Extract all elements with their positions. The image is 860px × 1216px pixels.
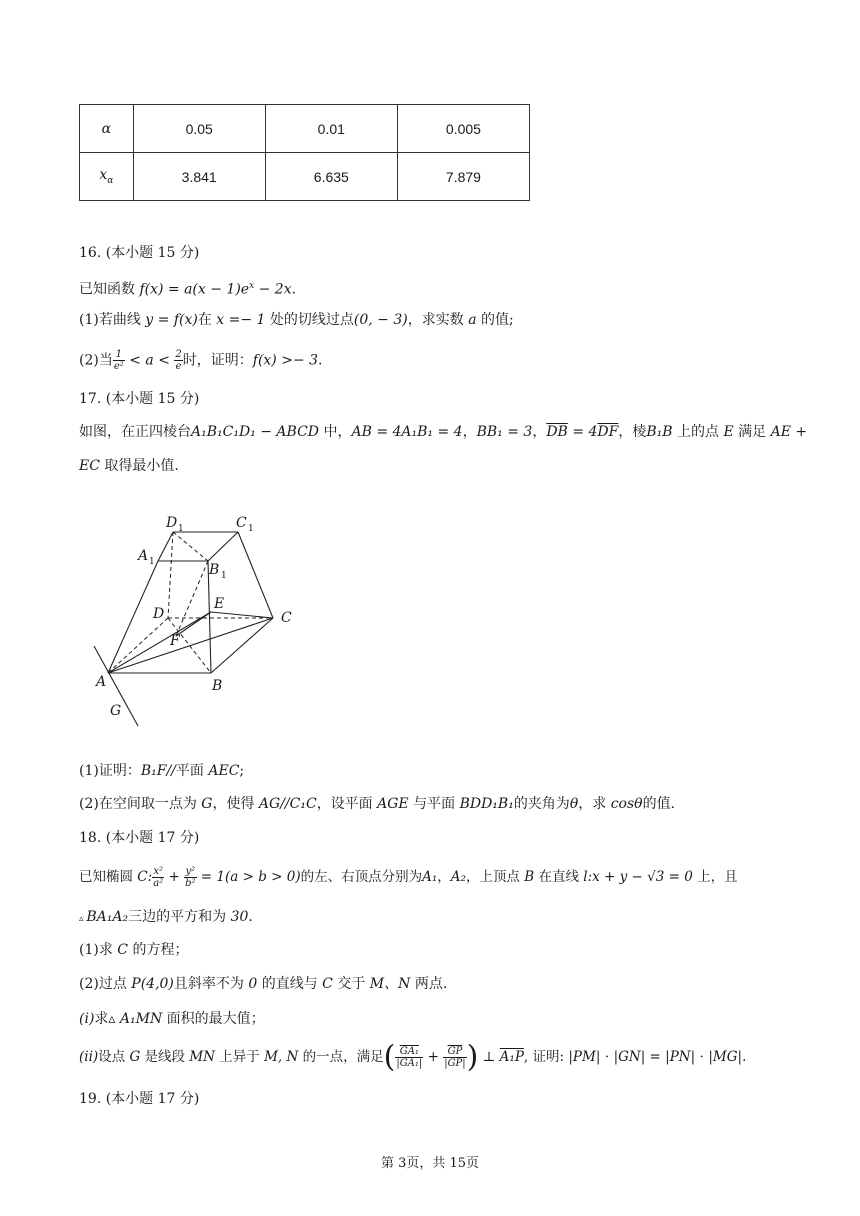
fraction bbox=[443, 1046, 466, 1069]
formula: BA₁A₂ bbox=[86, 909, 129, 925]
denominator: e bbox=[175, 361, 182, 372]
text: 如图，在正四棱台 bbox=[79, 424, 191, 440]
text: , 证明: bbox=[523, 1049, 569, 1065]
formula: AGE bbox=[377, 796, 409, 812]
formula: M、N bbox=[369, 976, 411, 992]
text: 且斜率不为 bbox=[173, 976, 249, 992]
text: 中， bbox=[319, 424, 352, 440]
text: 的一点，满足 bbox=[298, 1049, 384, 1065]
text: 处的切线过点 bbox=[265, 312, 354, 328]
text: 在 bbox=[197, 312, 217, 328]
text: (2)当 bbox=[79, 352, 113, 369]
label-A1: A bbox=[138, 548, 149, 564]
text: ，使得 bbox=[212, 796, 259, 812]
table-cell: 6.635 bbox=[265, 153, 397, 201]
label-F: F bbox=[170, 633, 180, 649]
formula: C bbox=[322, 976, 333, 992]
q17-title: 17. (本小题 15 分) bbox=[79, 391, 200, 407]
text: 三边的平方和为 bbox=[128, 909, 231, 925]
formula: 30 bbox=[230, 909, 249, 925]
formula: AEC bbox=[208, 763, 240, 779]
text: 满足 bbox=[733, 424, 771, 440]
q17-part1 bbox=[79, 761, 244, 781]
formula: 0 bbox=[248, 976, 258, 992]
formula: G bbox=[129, 1049, 141, 1065]
formula: f(x) >− 3 bbox=[252, 352, 319, 369]
formula: E bbox=[723, 424, 734, 440]
formula: − 2x. bbox=[254, 281, 297, 298]
table-cell: 3.841 bbox=[133, 153, 265, 201]
label-D1: D bbox=[166, 515, 178, 531]
formula: G bbox=[201, 796, 213, 812]
text: . bbox=[742, 1049, 747, 1065]
text: 的左、右顶点分别为 bbox=[300, 869, 423, 885]
formula: MN bbox=[189, 1049, 215, 1065]
text: (2)在空间取一点为 bbox=[79, 796, 202, 812]
edge-C1B1 bbox=[208, 532, 238, 561]
formula: AE + bbox=[770, 424, 808, 440]
formula: M, N bbox=[264, 1049, 299, 1065]
diag-D1B1 bbox=[173, 532, 208, 561]
text: 已知函数 bbox=[79, 281, 140, 298]
label-subscript: 1 bbox=[149, 557, 155, 567]
text: ， bbox=[462, 424, 477, 440]
label-B1: B bbox=[209, 562, 220, 578]
q18-sub2 bbox=[79, 1039, 747, 1075]
denominator: e² bbox=[113, 361, 124, 372]
formula: θ bbox=[569, 796, 579, 812]
text: 是线段 bbox=[140, 1049, 190, 1065]
q16-part2 bbox=[79, 349, 323, 372]
vector: A₁P bbox=[499, 1049, 524, 1065]
table-cell: 0.01 bbox=[265, 105, 397, 153]
text: (1)证明： bbox=[79, 763, 141, 779]
formula: B₁B bbox=[646, 424, 673, 440]
formula: x =− 1 bbox=[216, 312, 266, 328]
label-E: E bbox=[214, 596, 225, 612]
table-cell: 0.05 bbox=[133, 105, 265, 153]
edge-DA bbox=[108, 618, 168, 673]
q18-part2 bbox=[79, 974, 447, 994]
text: (1)若曲线 bbox=[79, 312, 146, 328]
paren: ( bbox=[383, 1039, 396, 1075]
fraction bbox=[174, 349, 182, 372]
edge-D1A1 bbox=[158, 532, 173, 561]
denominator: a² bbox=[153, 878, 164, 889]
q16-part1 bbox=[79, 310, 514, 330]
critical-value-table bbox=[79, 104, 530, 201]
edge-A1A bbox=[108, 561, 158, 673]
text: 的值. bbox=[642, 796, 676, 812]
formula: = 1(a > b > 0) bbox=[196, 869, 301, 885]
denominator: |GA₁| bbox=[396, 1058, 423, 1069]
text: 在直线 bbox=[534, 869, 584, 885]
text: ，上顶点 bbox=[465, 869, 525, 885]
formula: AB = 4A₁B₁ = 4 bbox=[351, 424, 463, 440]
vector: $\overline{DB}$ bbox=[546, 424, 568, 440]
formula: (0, − 3) bbox=[353, 312, 408, 328]
formula: B bbox=[524, 869, 535, 885]
table-cell: α bbox=[80, 105, 134, 153]
segment-EC bbox=[211, 612, 273, 618]
formula: + bbox=[164, 869, 185, 885]
cell-text: x bbox=[99, 167, 108, 184]
text: 求▵ bbox=[94, 1011, 120, 1027]
frustum-figure bbox=[88, 508, 308, 738]
text: 上异于 bbox=[215, 1049, 265, 1065]
denominator: b² bbox=[185, 878, 196, 889]
formula: y = f(x) bbox=[145, 312, 198, 328]
text: 面积的最大值； bbox=[162, 1011, 265, 1027]
edge-C1C bbox=[238, 532, 273, 618]
text: 平面 bbox=[175, 763, 209, 779]
numerator: $\overline{GP}$ bbox=[443, 1046, 466, 1058]
formula: BDD₁B₁ bbox=[459, 796, 514, 812]
label-subscript: 1 bbox=[248, 524, 254, 534]
text: . bbox=[248, 909, 253, 925]
formula: A₁ bbox=[422, 869, 438, 885]
numerator: 1 bbox=[113, 349, 125, 361]
vector: $\overline{DF}$ bbox=[597, 424, 619, 440]
text: 交于 bbox=[332, 976, 370, 992]
formula: cosθ bbox=[610, 796, 643, 812]
text: 上，且 bbox=[692, 869, 738, 885]
text: ， bbox=[437, 869, 451, 885]
label-C: C bbox=[281, 610, 292, 626]
formula: P(4,0) bbox=[131, 976, 174, 992]
text: ， bbox=[532, 424, 547, 440]
segment-EF bbox=[176, 612, 211, 636]
text: 两点. bbox=[410, 976, 448, 992]
table-cell bbox=[80, 153, 134, 201]
q18-part1 bbox=[79, 940, 188, 960]
text: 上的点 bbox=[672, 424, 724, 440]
q18-stem-line2 bbox=[79, 907, 253, 929]
text: 的方程； bbox=[128, 942, 189, 958]
formula: A₂ bbox=[450, 869, 466, 885]
q18-sub1 bbox=[79, 1009, 265, 1029]
numerator: GA₁ bbox=[395, 1046, 423, 1058]
paren: ) bbox=[466, 1039, 479, 1075]
q17-stem-line2 bbox=[79, 456, 179, 476]
numerator: y² bbox=[185, 866, 196, 877]
fraction bbox=[184, 866, 196, 889]
formula: |PM| ⋅ |GN| = |PN| ⋅ |MG| bbox=[568, 1049, 743, 1065]
q18-stem-line1 bbox=[79, 866, 738, 889]
edge-D1D bbox=[168, 532, 173, 618]
text: 的直线与 bbox=[257, 976, 323, 992]
formula: B₁F// bbox=[140, 763, 176, 779]
formula: A₁B₁C₁D₁ − ABCD bbox=[191, 424, 320, 440]
numerator: 2 bbox=[175, 349, 182, 360]
q16-title: 16. (本小题 15 分) bbox=[79, 245, 200, 261]
formula: ⊥ bbox=[478, 1049, 500, 1065]
label-B: B bbox=[212, 678, 223, 694]
edge-BC bbox=[211, 618, 273, 673]
formula: f(x) = a(x − 1)e bbox=[139, 281, 250, 298]
q16-stem bbox=[79, 276, 296, 300]
text: 设点 bbox=[98, 1049, 130, 1065]
text: 的值; bbox=[476, 312, 514, 328]
formula: + bbox=[423, 1049, 444, 1065]
fraction bbox=[152, 866, 164, 889]
cell-subscript: α bbox=[107, 175, 114, 186]
formula: AG//C₁C bbox=[258, 796, 317, 812]
q17-stem-line1 bbox=[79, 422, 807, 442]
label-D: D bbox=[153, 606, 165, 622]
label-A: A bbox=[96, 674, 107, 690]
text: (1)求 bbox=[79, 942, 118, 958]
fraction bbox=[113, 349, 125, 372]
text: (2)过点 bbox=[79, 976, 132, 992]
text: 的夹角为 bbox=[513, 796, 570, 812]
formula: A₁MN bbox=[119, 1011, 163, 1027]
label-subscript: 1 bbox=[178, 524, 184, 534]
text: . bbox=[318, 352, 323, 369]
text: ，求实数 bbox=[407, 312, 469, 328]
formula: < a < bbox=[124, 352, 175, 369]
text: 已知椭圆 bbox=[79, 869, 138, 885]
text: ，棱 bbox=[618, 424, 647, 440]
text: 与平面 bbox=[408, 796, 460, 812]
table-row bbox=[80, 153, 530, 201]
text: 取得最小值. bbox=[99, 458, 179, 474]
q18-title: 18. (本小题 17 分) bbox=[79, 830, 200, 846]
formula: l:x + y − √3 = 0 bbox=[583, 869, 693, 885]
label-subscript: 1 bbox=[221, 571, 227, 581]
formula: x bbox=[249, 281, 255, 291]
formula: BB₁ = 3 bbox=[476, 424, 533, 440]
triangle-symbol: ▵ bbox=[79, 914, 87, 924]
q17-part2 bbox=[79, 794, 675, 814]
q19-title: 19. (本小题 17 分) bbox=[79, 1091, 200, 1107]
text: ; bbox=[239, 763, 245, 779]
table-cell: 7.879 bbox=[397, 153, 529, 201]
formula: (ii) bbox=[79, 1049, 99, 1065]
label-G: G bbox=[110, 703, 122, 719]
label-C1: C bbox=[236, 515, 247, 531]
formula: C: bbox=[137, 869, 153, 885]
table-row bbox=[80, 105, 530, 153]
formula: C bbox=[117, 942, 128, 958]
denominator: |GP| bbox=[444, 1058, 466, 1069]
text: ，求 bbox=[578, 796, 611, 812]
text: 时，证明： bbox=[182, 352, 253, 369]
text: ，设平面 bbox=[316, 796, 378, 812]
table-cell: 0.005 bbox=[397, 105, 529, 153]
formula: (i) bbox=[79, 1011, 95, 1027]
numerator: x² bbox=[153, 866, 163, 877]
formula: EC bbox=[79, 458, 100, 474]
formula: = 4 bbox=[567, 424, 598, 440]
page-footer: 第 3页，共 15页 bbox=[380, 1156, 480, 1171]
fraction bbox=[395, 1046, 423, 1069]
formula: a bbox=[468, 312, 477, 328]
